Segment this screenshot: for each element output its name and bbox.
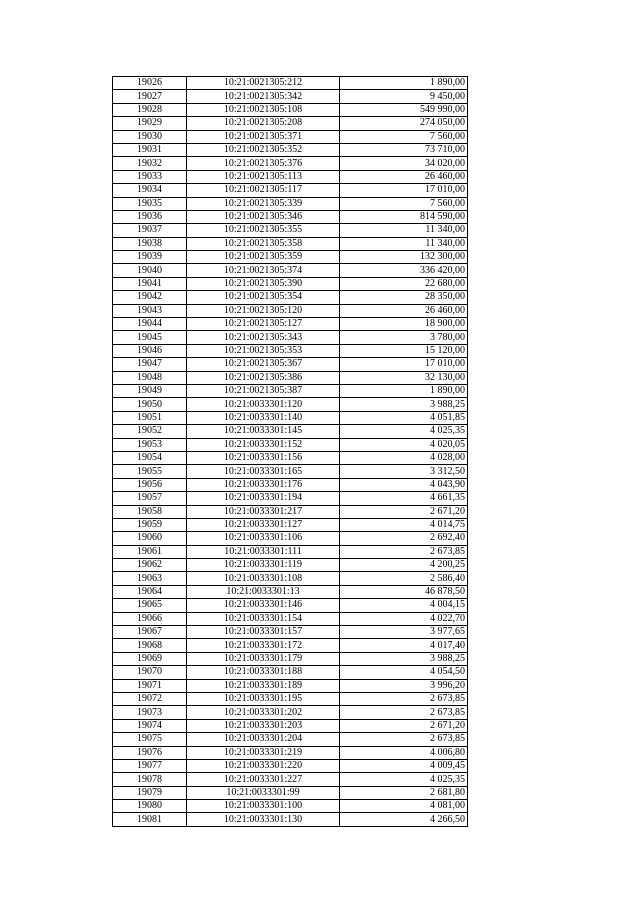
table-body xyxy=(113,77,468,827)
row-number-cell: 19056 xyxy=(113,478,187,491)
row-number-cell: 19034 xyxy=(113,184,187,197)
amount-cell: 2 673,85 xyxy=(340,545,468,558)
row-number-cell: 19048 xyxy=(113,371,187,384)
row-number-cell: 19061 xyxy=(113,545,187,558)
row-number-cell: 19076 xyxy=(113,746,187,759)
cadastral-number-cell: 10:21:0021305:354 xyxy=(187,291,340,304)
row-number-cell: 19068 xyxy=(113,639,187,652)
amount-cell: 814 590,00 xyxy=(340,210,468,223)
table-row xyxy=(113,532,468,545)
cadastral-number-cell: 10:21:0021305:353 xyxy=(187,344,340,357)
table-row xyxy=(113,585,468,598)
row-number-cell: 19070 xyxy=(113,666,187,679)
row-number-cell: 19033 xyxy=(113,170,187,183)
cadastral-number-cell: 10:21:0033301:13 xyxy=(187,585,340,598)
table-row xyxy=(113,103,468,116)
table-row xyxy=(113,143,468,156)
table-row xyxy=(113,411,468,424)
cadastral-number-cell: 10:21:0033301:119 xyxy=(187,559,340,572)
amount-cell: 1 890,00 xyxy=(340,77,468,90)
cadastral-number-cell: 10:21:0033301:204 xyxy=(187,733,340,746)
row-number-cell: 19054 xyxy=(113,451,187,464)
amount-cell: 3 988,25 xyxy=(340,652,468,665)
table-row xyxy=(113,465,468,478)
table-row xyxy=(113,90,468,103)
amount-cell: 26 460,00 xyxy=(340,304,468,317)
amount-cell: 17 010,00 xyxy=(340,358,468,371)
row-number-cell: 19028 xyxy=(113,103,187,116)
amount-cell: 3 780,00 xyxy=(340,331,468,344)
cadastral-number-cell: 10:21:0021305:212 xyxy=(187,77,340,90)
row-number-cell: 19063 xyxy=(113,572,187,585)
row-number-cell: 19051 xyxy=(113,411,187,424)
cadastral-number-cell: 10:21:0033301:157 xyxy=(187,626,340,639)
amount-cell: 1 890,00 xyxy=(340,384,468,397)
table-row xyxy=(113,344,468,357)
row-number-cell: 19039 xyxy=(113,251,187,264)
table-row xyxy=(113,800,468,813)
cadastral-number-cell: 10:21:0021305:346 xyxy=(187,210,340,223)
cadastral-number-cell: 10:21:0033301:154 xyxy=(187,612,340,625)
cadastral-number-cell: 10:21:0021305:386 xyxy=(187,371,340,384)
amount-cell: 274 050,00 xyxy=(340,117,468,130)
cadastral-payments-table xyxy=(112,76,468,827)
row-number-cell: 19057 xyxy=(113,492,187,505)
amount-cell: 2 673,85 xyxy=(340,733,468,746)
cadastral-number-cell: 10:21:0033301:108 xyxy=(187,572,340,585)
table-row xyxy=(113,572,468,585)
table-row xyxy=(113,251,468,264)
row-number-cell: 19050 xyxy=(113,398,187,411)
row-number-cell: 19078 xyxy=(113,773,187,786)
cadastral-number-cell: 10:21:0033301:195 xyxy=(187,692,340,705)
amount-cell: 4 022,70 xyxy=(340,612,468,625)
amount-cell: 2 673,85 xyxy=(340,692,468,705)
row-number-cell: 19060 xyxy=(113,532,187,545)
table-row xyxy=(113,398,468,411)
cadastral-number-cell: 10:21:0021305:108 xyxy=(187,103,340,116)
row-number-cell: 19062 xyxy=(113,559,187,572)
table-row xyxy=(113,237,468,250)
cadastral-number-cell: 10:21:0033301:220 xyxy=(187,759,340,772)
amount-cell: 4 004,15 xyxy=(340,599,468,612)
table-row xyxy=(113,679,468,692)
amount-cell: 4 020,05 xyxy=(340,438,468,451)
cadastral-number-cell: 10:21:0033301:152 xyxy=(187,438,340,451)
cadastral-number-cell: 10:21:0021305:371 xyxy=(187,130,340,143)
cadastral-number-cell: 10:21:0033301:120 xyxy=(187,398,340,411)
table-row xyxy=(113,304,468,317)
amount-cell: 2 673,85 xyxy=(340,706,468,719)
table-row xyxy=(113,291,468,304)
cadastral-number-cell: 10:21:0033301:219 xyxy=(187,746,340,759)
cadastral-number-cell: 10:21:0033301:202 xyxy=(187,706,340,719)
row-number-cell: 19058 xyxy=(113,505,187,518)
amount-cell: 4 043,90 xyxy=(340,478,468,491)
amount-cell: 32 130,00 xyxy=(340,371,468,384)
amount-cell: 4 661,35 xyxy=(340,492,468,505)
cadastral-number-cell: 10:21:0033301:146 xyxy=(187,599,340,612)
row-number-cell: 19045 xyxy=(113,331,187,344)
row-number-cell: 19073 xyxy=(113,706,187,719)
cadastral-number-cell: 10:21:0033301:111 xyxy=(187,545,340,558)
amount-cell: 4 017,40 xyxy=(340,639,468,652)
cadastral-number-cell: 10:21:0021305:342 xyxy=(187,90,340,103)
row-number-cell: 19042 xyxy=(113,291,187,304)
row-number-cell: 19053 xyxy=(113,438,187,451)
row-number-cell: 19047 xyxy=(113,358,187,371)
cadastral-number-cell: 10:21:0033301:140 xyxy=(187,411,340,424)
table-row xyxy=(113,559,468,572)
row-number-cell: 19074 xyxy=(113,719,187,732)
row-number-cell: 19075 xyxy=(113,733,187,746)
cadastral-number-cell: 10:21:0033301:106 xyxy=(187,532,340,545)
amount-cell: 4 025,35 xyxy=(340,773,468,786)
cadastral-number-cell: 10:21:0033301:165 xyxy=(187,465,340,478)
cadastral-number-cell: 10:21:0033301:217 xyxy=(187,505,340,518)
table-row xyxy=(113,786,468,799)
table-row xyxy=(113,612,468,625)
cadastral-number-cell: 10:21:0021305:387 xyxy=(187,384,340,397)
row-number-cell: 19035 xyxy=(113,197,187,210)
amount-cell: 2 586,40 xyxy=(340,572,468,585)
amount-cell: 9 450,00 xyxy=(340,90,468,103)
amount-cell: 2 681,80 xyxy=(340,786,468,799)
row-number-cell: 19067 xyxy=(113,626,187,639)
cadastral-number-cell: 10:21:0033301:179 xyxy=(187,652,340,665)
table-row xyxy=(113,666,468,679)
table-row xyxy=(113,384,468,397)
table-row xyxy=(113,492,468,505)
amount-cell: 4 051,85 xyxy=(340,411,468,424)
table-row xyxy=(113,264,468,277)
table-row xyxy=(113,130,468,143)
amount-cell: 336 420,00 xyxy=(340,264,468,277)
row-number-cell: 19027 xyxy=(113,90,187,103)
amount-cell: 2 692,40 xyxy=(340,532,468,545)
row-number-cell: 19038 xyxy=(113,237,187,250)
table-row xyxy=(113,518,468,531)
amount-cell: 3 312,50 xyxy=(340,465,468,478)
cadastral-number-cell: 10:21:0033301:130 xyxy=(187,813,340,826)
row-number-cell: 19069 xyxy=(113,652,187,665)
amount-cell: 3 996,20 xyxy=(340,679,468,692)
row-number-cell: 19036 xyxy=(113,210,187,223)
table-row xyxy=(113,197,468,210)
amount-cell: 2 671,20 xyxy=(340,505,468,518)
amount-cell: 132 300,00 xyxy=(340,251,468,264)
cadastral-number-cell: 10:21:0033301:127 xyxy=(187,518,340,531)
table-row xyxy=(113,331,468,344)
table-row xyxy=(113,733,468,746)
cadastral-number-cell: 10:21:0033301:227 xyxy=(187,773,340,786)
row-number-cell: 19052 xyxy=(113,425,187,438)
amount-cell: 34 020,00 xyxy=(340,157,468,170)
table-row xyxy=(113,358,468,371)
cadastral-number-cell: 10:21:0033301:156 xyxy=(187,451,340,464)
table-row xyxy=(113,318,468,331)
table-row xyxy=(113,599,468,612)
table-row xyxy=(113,719,468,732)
cadastral-number-cell: 10:21:0021305:339 xyxy=(187,197,340,210)
amount-cell: 46 878,50 xyxy=(340,585,468,598)
table-row xyxy=(113,478,468,491)
amount-cell: 15 120,00 xyxy=(340,344,468,357)
amount-cell: 73 710,00 xyxy=(340,143,468,156)
cadastral-number-cell: 10:21:0033301:99 xyxy=(187,786,340,799)
cadastral-number-cell: 10:21:0021305:358 xyxy=(187,237,340,250)
table-row xyxy=(113,170,468,183)
row-number-cell: 19059 xyxy=(113,518,187,531)
row-number-cell: 19049 xyxy=(113,384,187,397)
cadastral-number-cell: 10:21:0021305:374 xyxy=(187,264,340,277)
amount-cell: 28 350,00 xyxy=(340,291,468,304)
cadastral-number-cell: 10:21:0021305:113 xyxy=(187,170,340,183)
row-number-cell: 19064 xyxy=(113,585,187,598)
cadastral-number-cell: 10:21:0021305:343 xyxy=(187,331,340,344)
cadastral-number-cell: 10:21:0021305:352 xyxy=(187,143,340,156)
row-number-cell: 19072 xyxy=(113,692,187,705)
table-row xyxy=(113,706,468,719)
row-number-cell: 19066 xyxy=(113,612,187,625)
cadastral-number-cell: 10:21:0021305:355 xyxy=(187,224,340,237)
amount-cell: 3 977,65 xyxy=(340,626,468,639)
amount-cell: 11 340,00 xyxy=(340,224,468,237)
table-row xyxy=(113,692,468,705)
table-row xyxy=(113,77,468,90)
table-row xyxy=(113,639,468,652)
cadastral-number-cell: 10:21:0033301:189 xyxy=(187,679,340,692)
row-number-cell: 19040 xyxy=(113,264,187,277)
amount-cell: 4 028,00 xyxy=(340,451,468,464)
amount-cell: 4 266,50 xyxy=(340,813,468,826)
table-row xyxy=(113,210,468,223)
row-number-cell: 19065 xyxy=(113,599,187,612)
table-row xyxy=(113,505,468,518)
table-row xyxy=(113,813,468,826)
amount-cell: 4 200,25 xyxy=(340,559,468,572)
amount-cell: 11 340,00 xyxy=(340,237,468,250)
amount-cell: 18 900,00 xyxy=(340,318,468,331)
row-number-cell: 19071 xyxy=(113,679,187,692)
table-row xyxy=(113,224,468,237)
row-number-cell: 19079 xyxy=(113,786,187,799)
amount-cell: 4 025,35 xyxy=(340,425,468,438)
table-row xyxy=(113,157,468,170)
cadastral-number-cell: 10:21:0033301:194 xyxy=(187,492,340,505)
table-row xyxy=(113,545,468,558)
cadastral-number-cell: 10:21:0021305:208 xyxy=(187,117,340,130)
table-row xyxy=(113,438,468,451)
cadastral-number-cell: 10:21:0033301:172 xyxy=(187,639,340,652)
cadastral-number-cell: 10:21:0033301:188 xyxy=(187,666,340,679)
table-row xyxy=(113,117,468,130)
cadastral-number-cell: 10:21:0021305:367 xyxy=(187,358,340,371)
cadastral-number-cell: 10:21:0021305:359 xyxy=(187,251,340,264)
row-number-cell: 19029 xyxy=(113,117,187,130)
row-number-cell: 19081 xyxy=(113,813,187,826)
row-number-cell: 19046 xyxy=(113,344,187,357)
table-row xyxy=(113,451,468,464)
amount-cell: 7 560,00 xyxy=(340,130,468,143)
row-number-cell: 19077 xyxy=(113,759,187,772)
row-number-cell: 19080 xyxy=(113,800,187,813)
amount-cell: 2 671,20 xyxy=(340,719,468,732)
cadastral-number-cell: 10:21:0021305:127 xyxy=(187,318,340,331)
table-row xyxy=(113,184,468,197)
cadastral-number-cell: 10:21:0033301:145 xyxy=(187,425,340,438)
table-row xyxy=(113,759,468,772)
row-number-cell: 19037 xyxy=(113,224,187,237)
amount-cell: 4 014,75 xyxy=(340,518,468,531)
table-row xyxy=(113,773,468,786)
table-row xyxy=(113,425,468,438)
row-number-cell: 19044 xyxy=(113,318,187,331)
amount-cell: 4 081,00 xyxy=(340,800,468,813)
amount-cell: 4 054,50 xyxy=(340,666,468,679)
row-number-cell: 19030 xyxy=(113,130,187,143)
table-row xyxy=(113,277,468,290)
cadastral-number-cell: 10:21:0021305:117 xyxy=(187,184,340,197)
amount-cell: 26 460,00 xyxy=(340,170,468,183)
row-number-cell: 19032 xyxy=(113,157,187,170)
cadastral-number-cell: 10:21:0021305:390 xyxy=(187,277,340,290)
row-number-cell: 19055 xyxy=(113,465,187,478)
cadastral-number-cell: 10:21:0021305:376 xyxy=(187,157,340,170)
amount-cell: 22 680,00 xyxy=(340,277,468,290)
cadastral-number-cell: 10:21:0033301:203 xyxy=(187,719,340,732)
cadastral-number-cell: 10:21:0033301:176 xyxy=(187,478,340,491)
amount-cell: 4 009,45 xyxy=(340,759,468,772)
amount-cell: 3 988,25 xyxy=(340,398,468,411)
table-row xyxy=(113,371,468,384)
table-row xyxy=(113,746,468,759)
table-row xyxy=(113,652,468,665)
row-number-cell: 19043 xyxy=(113,304,187,317)
row-number-cell: 19031 xyxy=(113,143,187,156)
cadastral-number-cell: 10:21:0033301:100 xyxy=(187,800,340,813)
cadastral-number-cell: 10:21:0021305:120 xyxy=(187,304,340,317)
amount-cell: 17 010,00 xyxy=(340,184,468,197)
amount-cell: 549 990,00 xyxy=(340,103,468,116)
table-row xyxy=(113,626,468,639)
amount-cell: 7 560,00 xyxy=(340,197,468,210)
row-number-cell: 19026 xyxy=(113,77,187,90)
amount-cell: 4 006,80 xyxy=(340,746,468,759)
row-number-cell: 19041 xyxy=(113,277,187,290)
